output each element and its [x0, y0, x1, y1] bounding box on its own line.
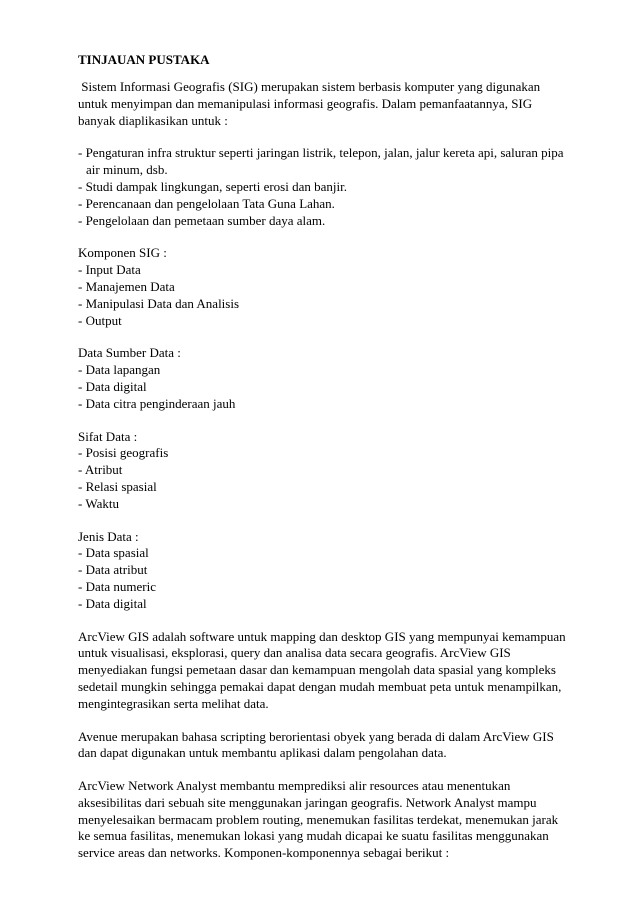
list-item: - Pengelolaan dan pemetaan sumber daya alam.: [78, 212, 326, 228]
text-line: Sistem Informasi Geografis (SIG) merupakan sistem berbasis komputer yang digunakan: [78, 79, 541, 94]
text-line: untuk visualisasi, eksplorasi, query dan analisa data secara geografis. ArcView GIS: [78, 645, 511, 661]
list-item: - Input Data: [78, 262, 141, 278]
list-item: - Atribut: [78, 462, 123, 478]
list-item: - Output: [78, 312, 122, 328]
text-line: aksesibilitas dari sebuah site menggunakan jaringan geografis. Network Analyst mampu: [78, 794, 537, 810]
text-line: ArcView Network Analyst membantu memprediksi alir resources atau menentukan: [78, 778, 511, 794]
list-item: - Data digital: [78, 595, 147, 611]
arcview-paragraph: [78, 629, 578, 713]
text-line: Avenue merupakan bahasa scripting berorientasi obyek yang berada di dalam ArcView GIS: [78, 728, 554, 744]
text-line: ArcView GIS adalah software untuk mapping dan desktop GIS yang mempunyai kemampuan: [78, 628, 566, 644]
list-item: - Pengaturan infra struktur seperti jaringan listrik, telepon, jalan, jalur kereta api, saluran pipa: [78, 145, 564, 161]
text-line: menyediakan fungsi pemetaan dasar dan kemampuan mengolah data spasial yang kompleks: [78, 662, 556, 678]
text-line: mengintegrasikan serta melihat data.: [78, 695, 269, 711]
text-line: banyak diaplikasikan untuk :: [78, 112, 228, 128]
list-item: - Data numeric: [78, 578, 156, 594]
list-item: - Studi dampak lingkungan, seperti erosi dan banjir.: [78, 178, 347, 194]
text-line: menyelesaikan bermacam problem routing, menemukan fasilitas terdekat, menemukan jarak: [78, 811, 559, 827]
page-title: TINJAUAN PUSTAKA: [78, 52, 210, 67]
list-item: - Manipulasi Data dan Analisis: [78, 295, 240, 311]
list-item: - Data spasial: [78, 545, 149, 561]
applications-list: [78, 145, 578, 229]
list-item: - Waktu: [78, 495, 119, 511]
section-heading: Sifat Data :: [78, 428, 138, 444]
section-heading: Komponen SIG :: [78, 245, 167, 261]
text-line: untuk menyimpan dan memanipulasi informasi geografis. Dalam pemanfaatannya, SIG: [78, 95, 533, 111]
text-line: dan dapat digunakan untuk membantu aplikasi dalam pengolahan data.: [78, 745, 447, 761]
list-item: - Manajemen Data: [78, 278, 175, 294]
list-item: - Data digital: [78, 378, 147, 394]
section-heading: Data Sumber Data :: [78, 345, 181, 361]
list-item: - Data citra penginderaan jauh: [78, 395, 236, 411]
text-line: sedetail mungkin sehingga pemakai dapat dengan mudah membuat peta untuk menampilkan,: [78, 678, 562, 694]
list-item: - Posisi geografis: [78, 445, 169, 461]
list-item: - Data lapangan: [78, 362, 161, 378]
intro-paragraph: [78, 79, 578, 129]
sifat-section: [78, 429, 578, 513]
network-analyst-paragraph: [78, 778, 578, 862]
text-line: ke semua fasilitas, menemukan lokasi yang mudah dicapai ke suatu fasilitas menggunakan: [78, 828, 549, 844]
sumber-section: [78, 345, 578, 412]
text-line: service areas dan networks. Komponen-komponennya sebagai berikut :: [78, 845, 450, 861]
list-item: - Data atribut: [78, 562, 148, 578]
komponen-section: [78, 245, 578, 329]
document-page: [78, 52, 578, 862]
list-item: - Relasi spasial: [78, 478, 157, 494]
list-item: - Perencanaan dan pengelolaan Tata Guna Lahan.: [78, 195, 335, 211]
avenue-paragraph: [78, 729, 578, 763]
list-item-continuation: air minum, dsb.: [86, 162, 168, 178]
jenis-section: [78, 529, 578, 613]
section-heading: Jenis Data :: [78, 528, 139, 544]
